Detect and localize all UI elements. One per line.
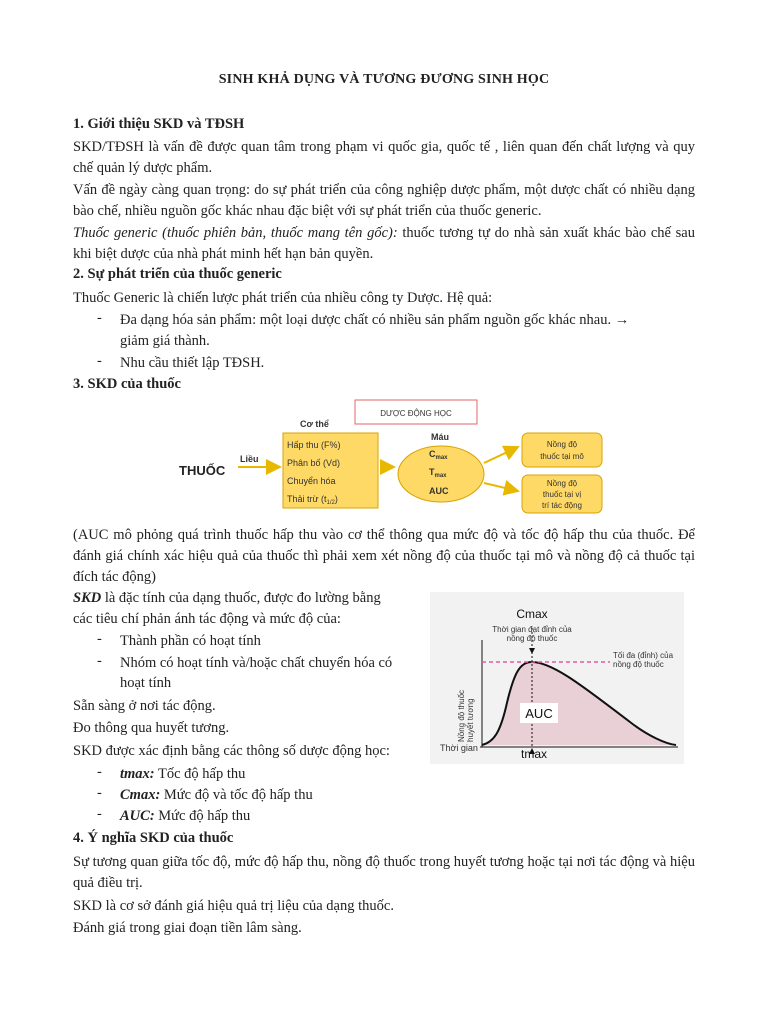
section-4-paragraph-2: SKD là cơ sở đánh giá hiệu quả trị liệu của dạng thuốc.	[73, 898, 394, 914]
elimination-text: Thải trừ (t	[287, 494, 327, 504]
param-cmax-desc: Mức độ và tốc độ hấp thu	[160, 787, 313, 803]
tissue-concentration-line2: thuốc tại mô	[540, 452, 584, 461]
peak-time-line2: nồng độ thuốc	[506, 634, 558, 643]
blood-to-tissue-arrow	[484, 447, 518, 463]
tmax-letter: T	[429, 467, 435, 477]
closing-paren: )	[334, 494, 338, 504]
skd-definition-line2: các tiêu chí phản ánh tác động và mức độ của:	[73, 611, 341, 627]
body-label: Cơ thể	[300, 419, 329, 429]
param-auc-term: AUC:	[120, 808, 155, 824]
section-1-paragraph-3	[73, 223, 695, 265]
tissue-concentration-box	[522, 433, 602, 467]
param-tmax-desc: Tốc độ hấp thu	[154, 766, 246, 782]
document-title: SINH KHẢ DỤNG VÀ TƯƠNG ĐƯƠNG SINH HỌC	[218, 72, 550, 87]
generic-definition-term: Thuốc generic (thuốc phiên bản, thuốc mang tên gốc):	[73, 225, 398, 241]
section-1-heading: 1. Giới thiệu SKD và TĐSH	[73, 116, 245, 132]
bullet-diversify-line2: giảm giá thành.	[120, 333, 210, 349]
metabolism-label: Chuyển hóa	[287, 476, 336, 486]
peak-time-line1: Thời gian đạt đỉnh của	[492, 625, 572, 634]
section-4-heading: 4. Ý nghĩa SKD của thuốc	[73, 830, 234, 846]
cmax-subscript: max	[435, 455, 448, 461]
pk-params-intro: SKD được xác định bằng các thông số dược động học:	[73, 743, 390, 759]
section-4-paragraph-1: Sự tương quan giữa tốc độ, mức độ hấp thu, nồng độ thuốc trong huyết tương hoặc tại nơi tác động và hiệu quả điều trị.	[73, 854, 695, 891]
absorption-label: Hấp thu (F%)	[287, 440, 341, 450]
auc-note: (AUC mô phỏng quá trình thuốc hấp thu vào cơ thể thông qua mức độ và tốc độ hấp thu của thuốc. Để đánh giá chính xác hiệu quả của thuốc thì phải xem xét nồng độ của thuốc tại mô và nồng độ cả thuốc tại đích tác động)	[73, 527, 695, 585]
section-1-paragraph-2: Vấn đề ngày càng quan trọng: do sự phát triển của công nghiệp dược phẩm, một dược chất có nhiều dạng bào chế, nhiều nguồn gốc khác nhau đặc biệt với sự phát triển của thuốc generic.	[73, 182, 695, 219]
dose-label: Liều	[240, 454, 259, 464]
bullet-dash: -	[97, 631, 102, 647]
section-1-paragraph-1: SKD/TĐSH là vấn đề được quan tâm trong phạm vi quốc gia, quốc tế , liên quan đến chất lượng và quy chế quản lý dược phẩm.	[73, 139, 695, 176]
pharmacokinetics-label: DƯỢC ĐỘNG HỌC	[380, 409, 452, 418]
cmax-letter: C	[429, 449, 436, 459]
section-2-paragraph-1: Thuốc Generic là chiến lược phát triển của nhiều công ty Dược. Hệ quả:	[73, 290, 493, 306]
section-4-paragraph-3: Đánh giá trong giai đoạn tiền lâm sàng.	[73, 920, 302, 936]
param-tmax	[120, 764, 245, 785]
blood-to-target-arrow	[484, 483, 518, 491]
tmax-subscript: max	[434, 473, 447, 479]
distribution-label: Phân bố (Vd)	[287, 458, 341, 468]
bullet-dash: -	[97, 653, 102, 669]
param-tmax-term: tmax:	[120, 766, 155, 782]
param-auc-desc: Mức độ hấp thu	[154, 808, 251, 824]
pharmacokinetics-diagram	[170, 395, 610, 517]
target-concentration-line1: Nồng độ	[546, 479, 578, 488]
auc-label: AUC	[525, 706, 553, 721]
x-axis-label: Thời gian	[440, 743, 478, 753]
skd-definition-line1	[73, 588, 421, 609]
y-axis-label-line1: Nồng độ thuốc	[457, 689, 466, 742]
bullet-dash: -	[97, 764, 102, 780]
max-concentration-line1: Tối đa (đỉnh) của	[613, 651, 674, 660]
bullet-dash: -	[97, 310, 102, 326]
cmax-title: Cmax	[516, 607, 548, 621]
ready-at-site: Sẵn sàng ở nơi tác động.	[73, 698, 216, 714]
concentration-time-figure	[430, 592, 684, 764]
bullet-diversify-line1: Đa dạng hóa sản phẩm: một loại dược chất có nhiều sản phẩm nguồn gốc khác nhau. →	[120, 312, 630, 328]
target-concentration-line3: trí tác động	[541, 501, 583, 510]
section-2-heading: 2. Sự phát triển của thuốc generic	[73, 266, 282, 282]
bullet-dash: -	[97, 806, 102, 822]
max-concentration-line2: nồng độ thuốc	[613, 660, 664, 669]
bullet-dash: -	[97, 353, 102, 369]
tmax-label: tmax	[520, 747, 548, 761]
skd-term: SKD	[73, 590, 102, 606]
param-auc	[120, 806, 250, 827]
blood-label: Máu	[431, 432, 449, 442]
y-axis-label-line2: huyết tương	[466, 698, 475, 742]
measured-in-plasma: Đo thông qua huyết tương.	[73, 720, 230, 736]
bullet-be-need: Nhu cầu thiết lập TĐSH.	[120, 355, 265, 371]
generic-definition-text: thuốc tương tự do nhà sản xuất khác bào chế sau khi biệt dược của nhà phát minh hết hạn bản quyền.	[73, 225, 695, 262]
half-life-subscript: 1/2	[326, 500, 335, 506]
drug-label: THUỐC	[179, 463, 226, 478]
target-concentration-line2: thuốc tại vị	[542, 490, 582, 499]
auc-label: AUC	[429, 486, 449, 496]
param-cmax	[120, 785, 313, 806]
param-cmax-term: Cmax:	[120, 787, 161, 803]
skd-definition-text: là đặc tính của dạng thuốc, được đo lường bằng	[101, 590, 381, 606]
bullet-active-group-line1: Nhóm có hoạt tính và/hoặc chất chuyển hóa có	[120, 655, 393, 671]
tissue-concentration-line1: Nồng độ	[546, 440, 578, 449]
bullet-active-group-line2: hoạt tính	[120, 675, 172, 691]
bullet-active-ingredient: Thành phần có hoạt tính	[120, 633, 261, 649]
bullet-dash: -	[97, 785, 102, 801]
section-3-heading: 3. SKD của thuốc	[73, 376, 181, 392]
